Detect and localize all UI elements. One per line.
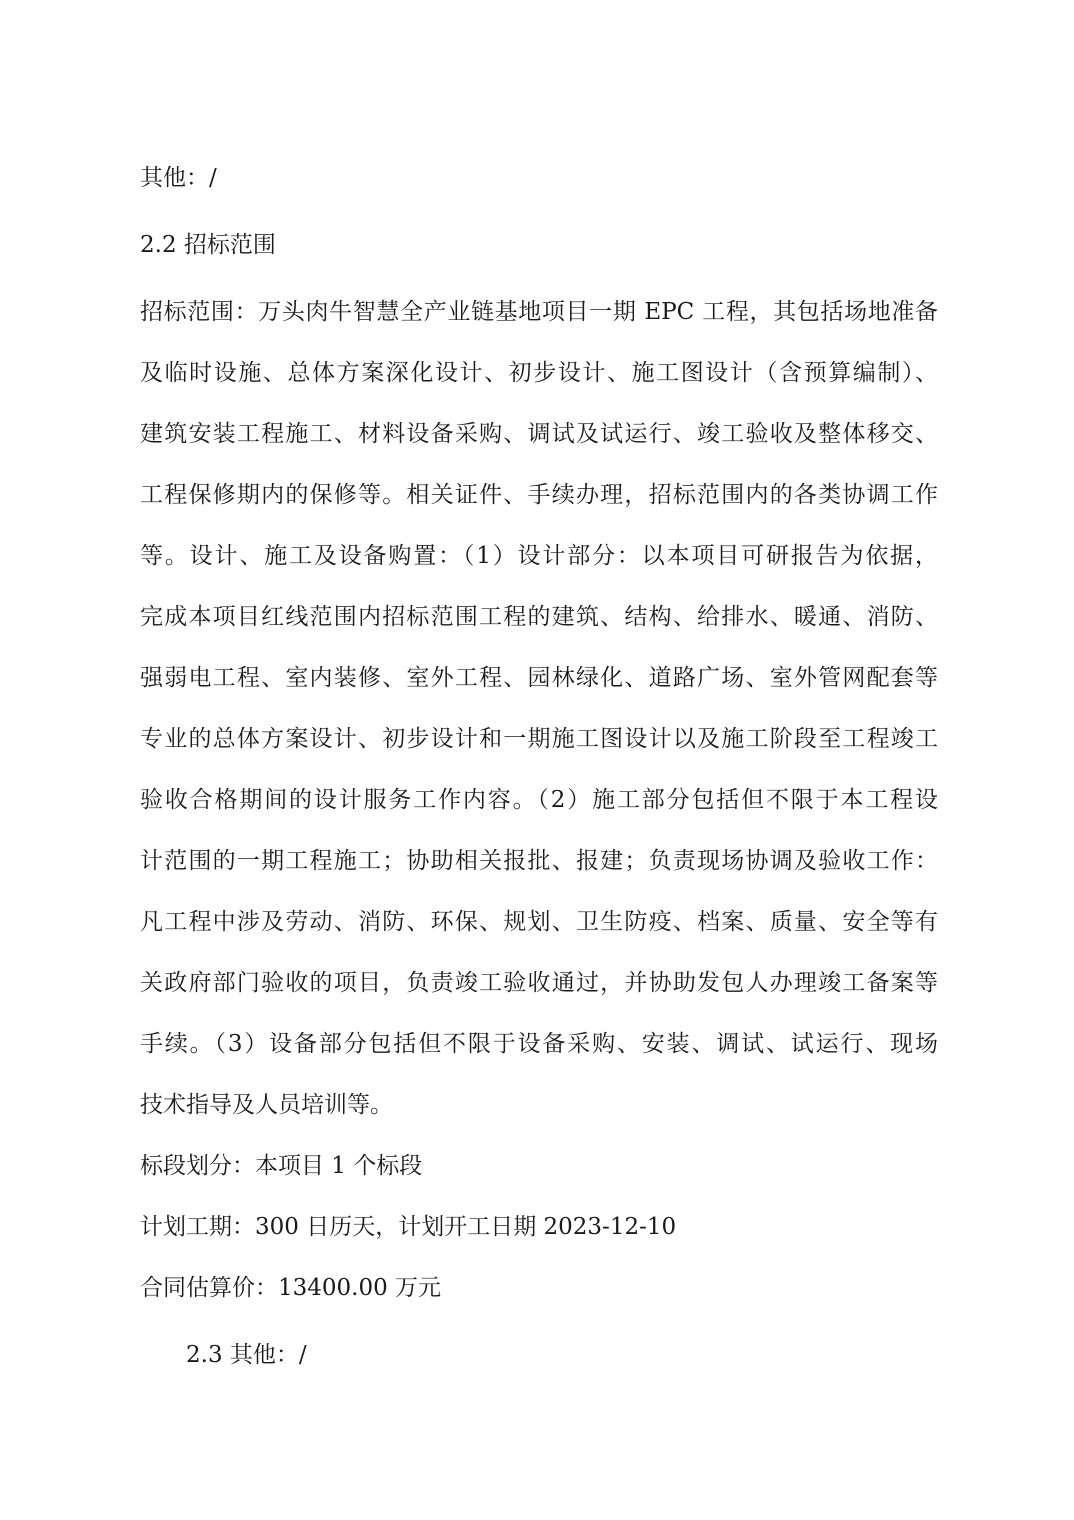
scope-paragraph-line: 技术指导及人员培训等。	[140, 1092, 393, 1118]
scope-paragraph-line: 手续。（3）设备部分包括但不限于设备采购、安装、调试、试运行、现场	[140, 1031, 938, 1057]
scope-paragraph-line: 凡工程中涉及劳动、消防、环保、规划、卫生防疫、档案、质量、安全等有	[140, 909, 938, 935]
scope-paragraph-line: 完成本项目红线范围内招标范围工程的建筑、结构、给排水、暖通、消防、	[140, 604, 938, 630]
scope-paragraph-line: 工程保修期内的保修等。相关证件、手续办理，招标范围内的各类协调工作	[140, 482, 938, 508]
schedule-line: 计划工期：300 日历天，计划开工日期 2023-12-10	[140, 1214, 677, 1240]
section-heading-2-2: 2.2 招标范围	[140, 232, 276, 258]
scope-paragraph-line: 强弱电工程、室内装修、室外工程、园林绿化、道路广场、室外管网配套等	[140, 665, 938, 691]
scope-paragraph-line: 验收合格期间的设计服务工作内容。（2）施工部分包括但不限于本工程设	[140, 787, 938, 813]
bid-section-line: 标段划分：本项目 1 个标段	[140, 1153, 423, 1179]
scope-paragraph-line: 专业的总体方案设计、初步设计和一期施工图设计以及施工阶段至工程竣工	[140, 726, 938, 752]
scope-paragraph-line: 及临时设施、总体方案深化设计、初步设计、施工图设计（含预算编制）、	[140, 360, 938, 386]
scope-paragraph-line: 建筑安装工程施工、材料设备采购、调试及试运行、竣工验收及整体移交、	[140, 421, 938, 447]
scope-paragraph-line: 招标范围：万头肉牛智慧全产业链基地项目一期 EPC 工程，其包括场地准备	[140, 299, 938, 325]
scope-paragraph-line: 计范围的一期工程施工；协助相关报批、报建；负责现场协调及验收工作：	[140, 848, 938, 874]
contract-price-line: 合同估算价：13400.00 万元	[140, 1275, 442, 1301]
scope-paragraph-line: 等。设计、施工及设备购置：（1）设计部分：以本项目可研报告为依据，	[140, 543, 938, 569]
scope-paragraph-line: 关政府部门验收的项目，负责竣工验收通过，并协助发包人办理竣工备案等	[140, 970, 938, 996]
other-line: 其他：/	[140, 165, 217, 191]
section-heading-2-3: 2.3 其他：/	[186, 1342, 307, 1368]
